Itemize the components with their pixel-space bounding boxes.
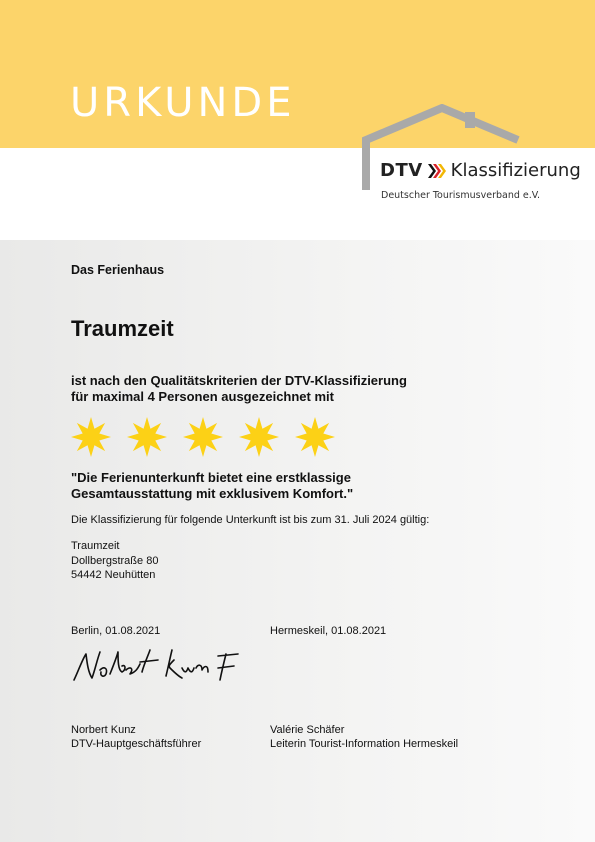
logo-subtitle: Deutscher Tourismusverband e.V. bbox=[381, 190, 541, 201]
star-icon bbox=[294, 416, 336, 458]
page-title: URKUNDE bbox=[70, 80, 296, 126]
right-signer-role: Leiterin Tourist-Information Hermeskeil bbox=[270, 738, 459, 750]
logo-name: Klassifizierung bbox=[450, 160, 581, 181]
left-place-date: Berlin, 01.08.2021 bbox=[71, 625, 161, 637]
star-icon bbox=[70, 416, 112, 458]
dtv-logo bbox=[380, 160, 581, 181]
quote-line-1: "Die Ferienunterkunft bietet eine erstklassige bbox=[71, 470, 351, 485]
quote-line-2: Gesamtausstattung mit exklusivem Komfort." bbox=[71, 486, 354, 501]
left-signer-name: Norbert Kunz bbox=[71, 724, 136, 736]
address-name: Traumzeit bbox=[71, 540, 120, 552]
validity-text: Die Klassifizierung für folgende Unterkunft ist bis zum 31. Juli 2024 gültig: bbox=[71, 514, 430, 526]
star-icon bbox=[182, 416, 224, 458]
handwritten-signature bbox=[70, 646, 245, 688]
property-name: Traumzeit bbox=[71, 316, 174, 341]
address-street: Dollbergstraße 80 bbox=[71, 555, 159, 567]
left-signer-role: DTV-Hauptgeschäftsführer bbox=[71, 738, 202, 750]
star-icon bbox=[126, 416, 168, 458]
right-signer-name: Valérie Schäfer bbox=[270, 724, 345, 736]
address-city: 54442 Neuhütten bbox=[71, 569, 156, 581]
criteria-line-2: für maximal 4 Personen ausgezeichnet mit bbox=[71, 389, 334, 404]
logo-brand: DTV bbox=[380, 160, 423, 181]
lead-text: Das Ferienhaus bbox=[71, 263, 165, 277]
right-place-date: Hermeskeil, 01.08.2021 bbox=[270, 625, 387, 637]
criteria-line-1: ist nach den Qualitätskriterien der DTV-Klassifizierung bbox=[71, 373, 407, 388]
chevron-icon bbox=[427, 162, 447, 180]
star-icon bbox=[238, 416, 280, 458]
